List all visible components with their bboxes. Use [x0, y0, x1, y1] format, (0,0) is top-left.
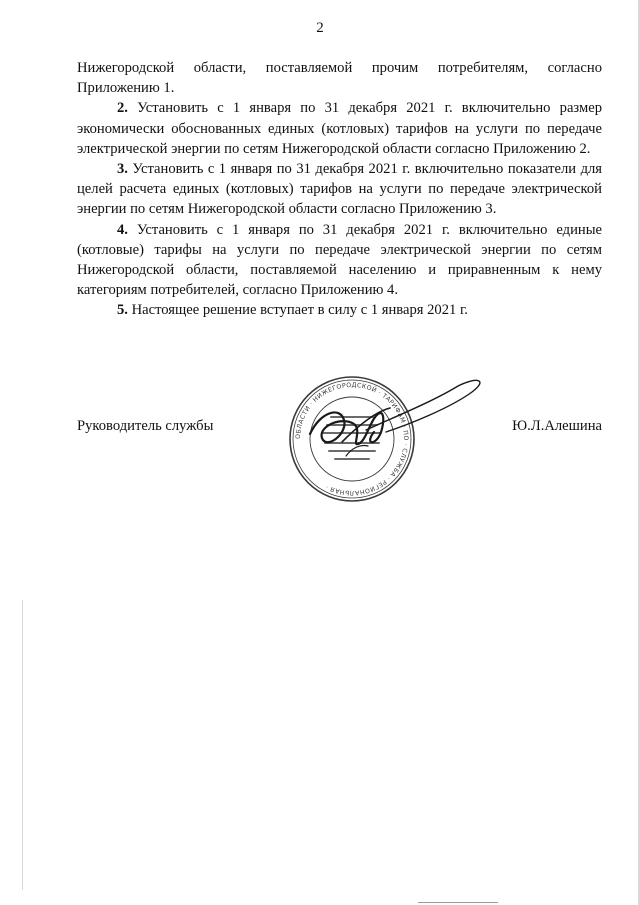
seal-graphic	[282, 372, 492, 507]
signer-title: Руководитель службы	[77, 418, 214, 434]
paragraph-4	[77, 220, 602, 301]
signer-name: Ю.Л.Алешина	[512, 418, 602, 434]
official-seal-stamp	[290, 377, 414, 501]
paragraph-1-text: Нижегородской области, поставляемой прочим потребителям, согласно Приложению 1.	[77, 60, 602, 97]
seal-and-signature	[282, 372, 492, 507]
page-number: 2	[316, 20, 324, 36]
paragraph-5	[77, 300, 602, 320]
paragraph-3	[77, 159, 602, 220]
paragraph-2-number: 2.	[117, 100, 128, 117]
paragraph-3-number: 3.	[117, 161, 128, 178]
seal-ring-text: ОБЛАСТИ · НИЖЕГОРОДСКОЙ · ТАРИФАМ · ПО · СЛУЖБА · РЕГИОНАЛЬНАЯ ·	[294, 381, 410, 497]
paragraph-2-text: Установить с 1 января по 31 декабря 2021 г. включительно размер экономически обоснованных единых (котловых) тарифов на услуги по передаче электрической энергии по сетям Нижегородской области согласно Приложению 2.	[77, 100, 602, 157]
paragraph-2	[77, 98, 602, 159]
scan-edge-mark	[22, 600, 23, 890]
paragraph-3-text: Установить с 1 января по 31 декабря 2021 г. включительно показатели для целей расчета единых (котловых) тарифов на услуги по передаче электрической энергии по сетям Нижегородской области согласно Приложению 3.	[77, 161, 602, 218]
paragraph-5-text: Настоящее решение вступает в силу с 1 января 2021 г.	[127, 302, 468, 319]
scan-bottom-line	[418, 902, 498, 903]
paragraph-4-text: Установить с 1 января по 31 декабря 2021 г. включительно единые (котловые) тарифы на услуги по передаче электрической энергии по сетям Нижегородской области, поставляемой населению и приравненным к нему категориям потребителей, согласно Приложению 4.	[77, 221, 602, 299]
paragraph-1	[77, 58, 602, 98]
body-text	[77, 58, 602, 321]
svg-text:ОБЛАСТИ · НИЖЕГОРОДСКОЙ · ТАРИ	[295, 382, 409, 496]
paragraph-4-number: 4.	[117, 221, 128, 238]
paragraph-5-number: 5.	[117, 302, 128, 319]
